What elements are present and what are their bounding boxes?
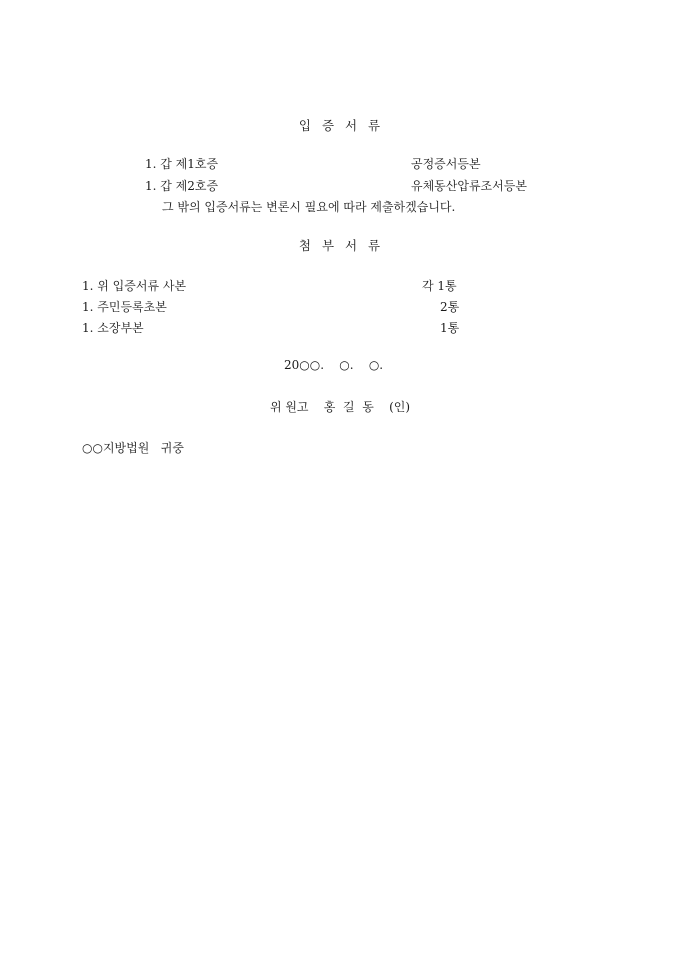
attachment-item-2-count: 2통 (440, 300, 460, 314)
attachment-item-1-count: 각 1통 (422, 279, 457, 293)
evidence-note: 그 밖의 입증서류는 변론시 필요에 따라 제출하겠습니다. (162, 200, 456, 214)
plaintiff-signature: 위 원고 홍 길 동 (인) (269, 400, 411, 414)
evidence-heading: 입 증 서 류 (298, 118, 382, 133)
evidence-item-2-label: 1. 갑 제2호증 (145, 179, 219, 193)
attachment-item-2-label: 1. 주민등록초본 (82, 300, 167, 314)
attachments-heading: 첨 부 서 류 (298, 238, 382, 253)
court-addressee: ○○지방법원 귀중 (82, 441, 184, 455)
evidence-item-1-value: 공정증서등본 (411, 157, 481, 171)
evidence-item-1-label: 1. 갑 제1호증 (145, 157, 219, 171)
document-date: 20○○. ○. ○. (284, 358, 384, 372)
evidence-item-2-value: 유체동산압류조서등본 (411, 179, 527, 193)
attachment-item-3-count: 1통 (440, 321, 460, 335)
attachment-item-3-label: 1. 소장부본 (82, 321, 144, 335)
attachment-item-1-label: 1. 위 입증서류 사본 (82, 279, 187, 293)
